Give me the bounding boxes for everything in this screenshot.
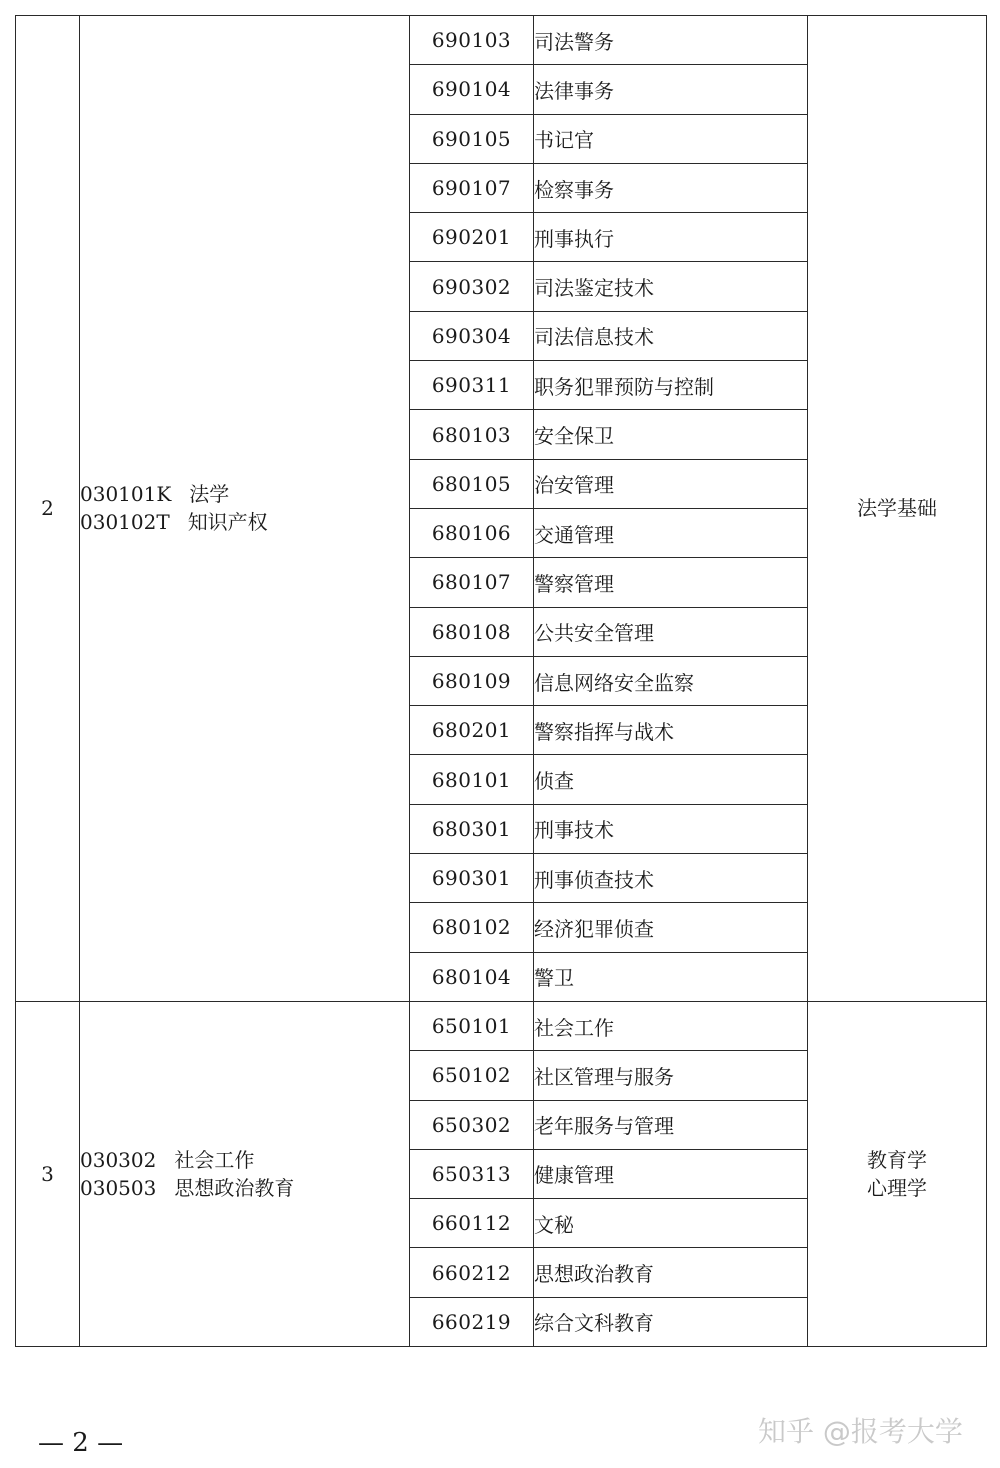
vocational-major-code: 680301: [410, 804, 534, 853]
vocational-major-code: 690302: [410, 262, 534, 311]
group-index: 3: [16, 1001, 80, 1346]
vocational-major-name: 刑事执行: [534, 213, 808, 262]
vocational-major-name: 信息网络安全监察: [534, 656, 808, 705]
vocational-major-code: 660219: [410, 1297, 534, 1346]
vocational-major-name: 警察管理: [534, 558, 808, 607]
vocational-major-code: 690304: [410, 311, 534, 360]
major-mapping-table: [15, 15, 987, 1347]
undergrad-majors-cell: [80, 1001, 410, 1346]
vocational-major-name: 职务犯罪预防与控制: [534, 361, 808, 410]
vocational-major-name: 交通管理: [534, 508, 808, 557]
major-name: 思想政治教育: [174, 1175, 295, 1200]
vocational-major-name: 司法警务: [534, 16, 808, 65]
vocational-major-code: 680106: [410, 508, 534, 557]
vocational-major-name: 治安管理: [534, 459, 808, 508]
vocational-major-name: 司法信息技术: [534, 311, 808, 360]
major-line: [80, 1174, 409, 1202]
major-code: 030302: [80, 1147, 157, 1172]
group-index: 2: [16, 16, 80, 1002]
vocational-major-code: 680105: [410, 459, 534, 508]
vocational-major-code: 690201: [410, 213, 534, 262]
vocational-major-name: 书记官: [534, 114, 808, 163]
vocational-major-name: 警察指挥与战术: [534, 706, 808, 755]
undergrad-majors-cell: [80, 16, 410, 1002]
vocational-major-name: 经济犯罪侦查: [534, 903, 808, 952]
vocational-major-name: 文秘: [534, 1199, 808, 1248]
vocational-major-name: 司法鉴定技术: [534, 262, 808, 311]
vocational-major-code: 690103: [410, 16, 534, 65]
table-row: [16, 16, 987, 65]
vocational-major-name: 社区管理与服务: [534, 1051, 808, 1100]
watermark: 知乎 @报考大学: [758, 1415, 963, 1448]
vocational-major-name: 刑事侦查技术: [534, 854, 808, 903]
vocational-major-code: 690105: [410, 114, 534, 163]
exam-subjects-cell: [808, 16, 987, 1002]
major-line: [80, 1146, 409, 1174]
vocational-major-code: 680104: [410, 952, 534, 1001]
vocational-major-code: 680101: [410, 755, 534, 804]
vocational-major-code: 680107: [410, 558, 534, 607]
vocational-major-code: 660112: [410, 1199, 534, 1248]
vocational-major-code: 660212: [410, 1248, 534, 1297]
vocational-major-code: 650102: [410, 1051, 534, 1100]
major-line: [80, 508, 409, 536]
vocational-major-name: 警卫: [534, 952, 808, 1001]
vocational-major-name: 老年服务与管理: [534, 1100, 808, 1149]
page-number: — 2 —: [38, 1428, 124, 1458]
vocational-major-name: 安全保卫: [534, 410, 808, 459]
vocational-major-name: 健康管理: [534, 1149, 808, 1198]
major-name: 知识产权: [187, 510, 268, 535]
vocational-major-code: 650302: [410, 1100, 534, 1149]
vocational-major-code: 690104: [410, 65, 534, 114]
vocational-major-name: 思想政治教育: [534, 1248, 808, 1297]
major-line: [80, 480, 409, 508]
vocational-major-name: 法律事务: [534, 65, 808, 114]
vocational-major-code: 690107: [410, 163, 534, 212]
vocational-major-name: 综合文科教育: [534, 1297, 808, 1346]
vocational-major-code: 690311: [410, 361, 534, 410]
vocational-major-code: 650101: [410, 1001, 534, 1050]
exam-subject: 法学基础: [857, 496, 937, 521]
vocational-major-name: 社会工作: [534, 1001, 808, 1050]
vocational-major-code: 680201: [410, 706, 534, 755]
vocational-major-code: 650313: [410, 1149, 534, 1198]
major-code: 030101K: [80, 482, 172, 507]
vocational-major-code: 680102: [410, 903, 534, 952]
table-row: [16, 1001, 987, 1050]
vocational-major-name: 检察事务: [534, 163, 808, 212]
vocational-major-code: 690301: [410, 854, 534, 903]
major-name: 社会工作: [174, 1147, 255, 1172]
vocational-major-code: 680103: [410, 410, 534, 459]
exam-subject: 心理学: [867, 1175, 927, 1200]
vocational-major-name: 公共安全管理: [534, 607, 808, 656]
vocational-major-code: 680109: [410, 656, 534, 705]
vocational-major-name: 刑事技术: [534, 804, 808, 853]
exam-subject: 教育学: [867, 1147, 927, 1172]
major-code: 030102T: [80, 510, 170, 535]
exam-subjects-cell: [808, 1001, 987, 1346]
major-name: 法学: [189, 482, 230, 507]
vocational-major-code: 680108: [410, 607, 534, 656]
vocational-major-name: 侦查: [534, 755, 808, 804]
major-code: 030503: [80, 1175, 157, 1200]
